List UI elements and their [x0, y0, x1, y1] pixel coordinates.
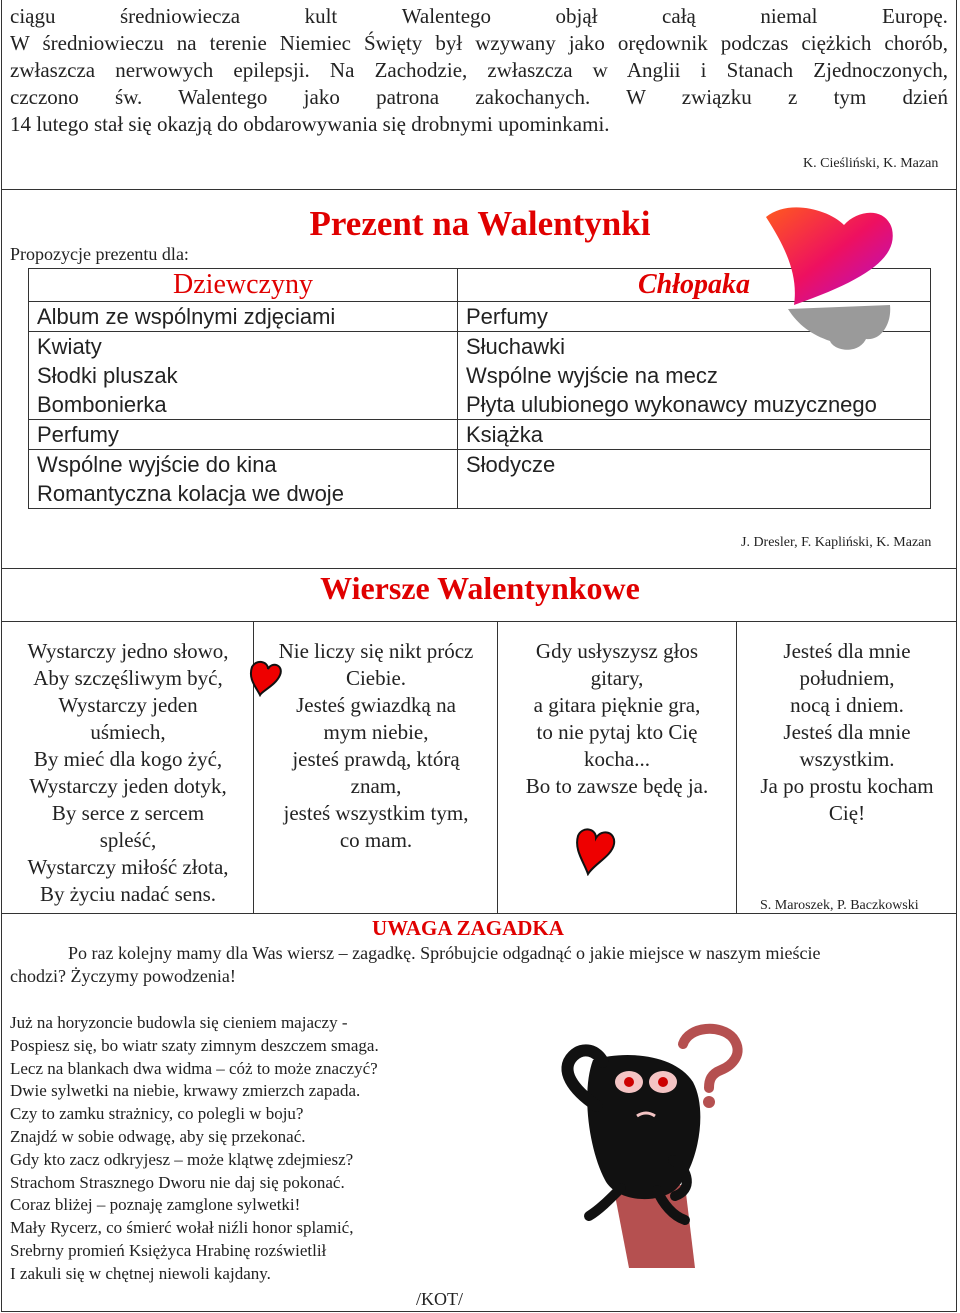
- intro-line-2: W średniowieczu na terenie Niemiec Święty był wzywany jako orędownik podczas ciężkich chorób,: [10, 31, 948, 55]
- table-cell: Perfumy: [458, 302, 931, 332]
- table-cell: Słodki pluszak: [29, 361, 458, 390]
- table-row: [29, 479, 931, 509]
- table-cell: Wspólne wyjście do kina: [29, 450, 458, 480]
- poems-title: Wiersze Walentynkowe: [320, 570, 640, 606]
- table-cell: Książka: [458, 420, 931, 450]
- heart-wings-icon: [758, 205, 898, 355]
- table-row: [29, 390, 931, 420]
- poem-4: Jesteś dla mnie południem, nocą i dniem. Jesteś dla mnie wszystkim. Ja po prostu kocham Cię!: [760, 639, 934, 825]
- table-cell: [458, 479, 931, 509]
- divider: [1, 189, 957, 190]
- table-cell: Perfumy: [29, 420, 458, 450]
- table-row: [29, 420, 931, 450]
- table-cell: Romantyczna kolacja we dwoje: [29, 479, 458, 509]
- table-row: [29, 361, 931, 390]
- intro-line-4: czczono św. Walentego jako patrona zakochanych. W związku z tym dzień: [10, 85, 948, 109]
- gifts-author: J. Dresler, F. Kapliński, K. Mazan: [741, 535, 932, 550]
- riddle-poem: Już na horyzoncie budowla się cieniem majaczy - Pospiesz się, bo wiatr szaty zimnym deszczem smaga. Lecz na blankach dwa widma – cóż to może znaczyć? Dwie sylwetki na niebie, krwawy zmierzch zapada. Czy to zamku strażnicy, co polegli w boju? Znajdź w sobie odwagę, aby się przekonać. Gdy kto zacz odkryjesz – może klątwę zdejmiesz? Strachom Strasznego Dworu nie daj się pokonać. Coraz bliżej – poznaję zamglone sylwetki! Mały Rycerz, co śmierć wołał niźli honor splamić, Srebrny promień Księżyca Hrabinę rozświetlił I zakuli się w chętnej niewoli kajdany.: [10, 1013, 379, 1283]
- divider: [1, 568, 957, 569]
- poem-3: Gdy usłyszysz głos gitary, a gitara pięknie gra, to nie pytaj kto Cię kocha... Bo to zawsze będę ja.: [525, 639, 709, 798]
- poem-2: Nie liczy się nikt prócz Ciebie. Jesteś gwiazdką na mym niebie, jesteś prawdą, którą znam, jesteś wszystkim tym, co mam.: [278, 639, 474, 852]
- table-cell: Wspólne wyjście na mecz: [458, 361, 931, 390]
- riddle-intro: Po raz kolejny mamy dla Was wiersz – zagadkę. Spróbujcie odgadnąć o jakie miejsce w naszym mieście chodzi? Życzymy powodzenia!: [10, 943, 821, 986]
- intro-author: K. Cieśliński, K. Mazan: [803, 156, 939, 171]
- boy-header: Chłopaka: [458, 269, 931, 302]
- divider: [1, 621, 957, 622]
- table-cell: Słodycze: [458, 450, 931, 480]
- table-row: [29, 450, 931, 480]
- riddle-title: UWAGA ZAGADKA: [372, 916, 564, 940]
- intro-line-3: zwłaszcza nerwowych epilepsji. Na Zachodzie, zwłaszcza w Anglii i Stanach Zjednoczonych,: [10, 58, 948, 82]
- poem-1: Wystarczy jedno słowo, Aby szczęśliwym być, Wystarczy jeden uśmiech, By mieć dla kogo żyć, Wystarczy jeden dotyk, By serce z sercem spleść, Wystarczy miłość złota, By życiu nadać sens.: [27, 639, 229, 906]
- proposal-label: Propozycje prezentu dla:: [10, 244, 189, 264]
- small-heart-icon: [246, 659, 286, 697]
- girl-header: Dziewczyny: [29, 269, 458, 302]
- thinking-figure-icon: [525, 1020, 750, 1270]
- table-cell: Płyta ulubionego wykonawcy muzycznego: [458, 390, 931, 420]
- column-divider: [497, 621, 498, 913]
- poems-author: S. Maroszek, P. Baczkowski: [760, 898, 919, 913]
- table-cell: Kwiaty: [29, 332, 458, 362]
- intro-line-1: ciągu średniowiecza kult Walentego objął całą niemal Europę.: [10, 4, 948, 28]
- intro-text: [10, 3, 948, 138]
- column-divider: [736, 621, 737, 913]
- intro-line-5: 14 lutego stał się okazją do obdarowywania się drobnymi upominkami.: [10, 112, 610, 136]
- table-cell: Bombonierka: [29, 390, 458, 420]
- gifts-title: Prezent na Walentynki: [309, 204, 651, 243]
- table-cell: Słuchawki: [458, 332, 931, 362]
- small-heart-icon: [574, 826, 620, 876]
- table-cell: Album ze wspólnymi zdjęciami: [29, 302, 458, 332]
- riddle-signature: /KOT/: [416, 1289, 463, 1309]
